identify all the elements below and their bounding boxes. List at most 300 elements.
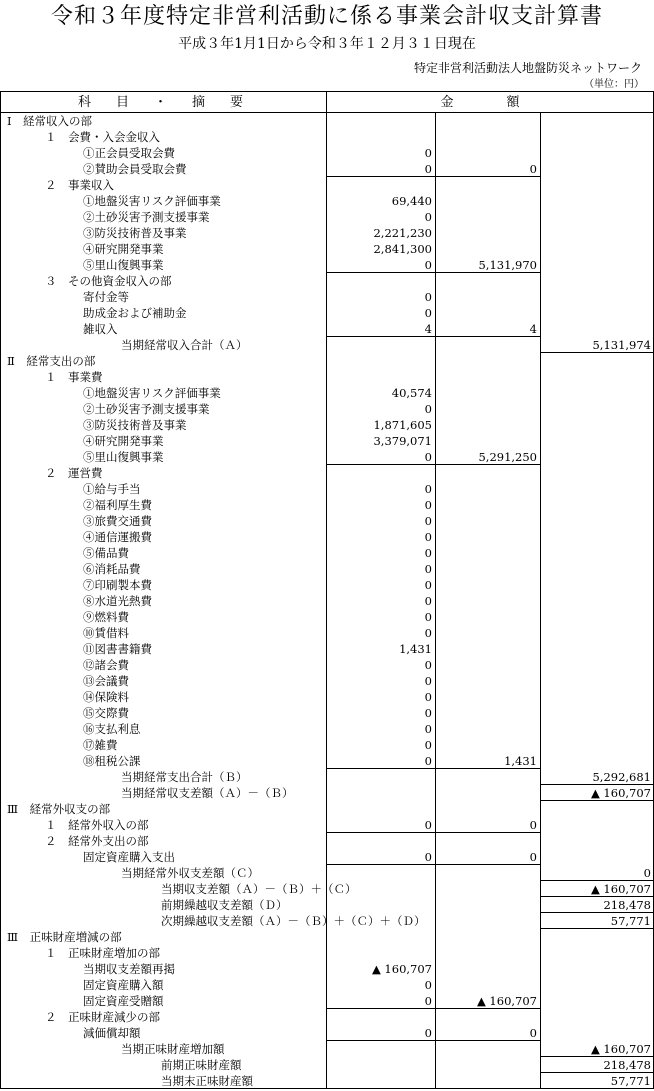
amount-c1: [327, 929, 436, 945]
amount-c2: 0: [436, 1025, 541, 1041]
amount-c1: 0: [327, 481, 436, 497]
row-label: 当期経常外収支差額（Ｃ）: [0, 865, 327, 881]
amount-c2: [436, 353, 541, 369]
row-label: ③防災技術普及事業: [0, 417, 327, 433]
table-row: [0, 961, 654, 977]
amount-c1: 0: [327, 609, 436, 625]
row-label: 寄付金等: [0, 289, 327, 305]
amount-c3: [541, 753, 654, 769]
amount-c2: [436, 977, 541, 993]
table-row: [0, 465, 654, 481]
amount-c3: [541, 177, 654, 193]
amount-c1: 2,841,300: [327, 241, 436, 257]
amount-c1: 0: [327, 161, 436, 177]
amount-c1: 0: [327, 497, 436, 513]
amount-c1: 0: [327, 513, 436, 529]
amount-c3: [541, 513, 654, 529]
amount-c3: [541, 145, 654, 161]
row-label: ④研究開発事業: [0, 433, 327, 449]
row-label: ⑧水道光熱費: [0, 593, 327, 609]
unit-label: （単位：円）: [584, 79, 644, 90]
amount-c2: [436, 529, 541, 545]
amount-c3: [541, 241, 654, 257]
row-label: ２ 事業収入: [0, 177, 327, 193]
amount-c3: [541, 545, 654, 561]
table-body: [0, 113, 654, 1089]
amount-c2: [436, 769, 541, 785]
amount-c3: 57,771: [541, 913, 654, 929]
amount-c2: [436, 289, 541, 305]
amount-c2: [436, 577, 541, 593]
table-row: [0, 145, 654, 161]
table-row: [0, 481, 654, 497]
table-row: [0, 337, 654, 353]
row-label: 当期経常収入合計（Ａ）: [0, 337, 327, 353]
amount-c3: [541, 481, 654, 497]
row-label: ②土砂災害予測支援事業: [0, 401, 327, 417]
row-label: Ⅱ 経常支出の部: [0, 353, 327, 369]
row-label: ⑦印刷製本費: [0, 577, 327, 593]
table-row: [0, 1025, 654, 1041]
amount-c1: 2,221,230: [327, 225, 436, 241]
table-row: [0, 657, 654, 673]
table-row: [0, 721, 654, 737]
amount-c2: [436, 129, 541, 145]
row-label: ⑤里山復興事業: [0, 257, 327, 273]
amount-c2: [436, 113, 541, 129]
table-row: [0, 177, 654, 193]
amount-c2: [436, 209, 541, 225]
amount-c2: [436, 881, 541, 897]
table-row: [0, 593, 654, 609]
amount-c3: [541, 449, 654, 465]
table-row: [0, 225, 654, 241]
amount-c3: [541, 801, 654, 817]
row-label: ⑭保険料: [0, 689, 327, 705]
row-label: 当期経常収支差額（Ａ）－（Ｂ）: [0, 785, 327, 801]
row-label: ①正会員受取会費: [0, 145, 327, 161]
amount-c2: [436, 465, 541, 481]
table-row: [0, 257, 654, 273]
amount-c2: [436, 705, 541, 721]
amount-c2: [436, 865, 541, 881]
amount-c2: [436, 177, 541, 193]
row-label: 当期経常支出合計（Ｂ）: [0, 769, 327, 785]
amount-c2: [436, 401, 541, 417]
amount-c3: [541, 609, 654, 625]
amount-c2: [436, 785, 541, 801]
amount-c2: [436, 913, 541, 929]
amount-c2: [436, 385, 541, 401]
amount-c2: [436, 1009, 541, 1025]
row-label: ２ 運営費: [0, 465, 327, 481]
amount-c3: [541, 417, 654, 433]
amount-c2: [436, 481, 541, 497]
amount-c2: [436, 1073, 541, 1089]
amount-c2: [436, 945, 541, 961]
amount-c2: 5,291,250: [436, 449, 541, 465]
table-row: [0, 913, 654, 929]
row-label: ⑯支払利息: [0, 721, 327, 737]
amount-c3: [541, 401, 654, 417]
amount-c1: [327, 369, 436, 385]
table-row: [0, 353, 654, 369]
amount-c1: [327, 353, 436, 369]
row-label: ⑪図書書籍費: [0, 641, 327, 657]
amount-c3: [541, 737, 654, 753]
amount-c3: [541, 705, 654, 721]
row-label: ①給与手当: [0, 481, 327, 497]
amount-c1: 69,440: [327, 193, 436, 209]
amount-c1: 0: [327, 625, 436, 641]
table-row: [0, 161, 654, 177]
row-label: 当期正味財産増加額: [0, 1041, 327, 1057]
row-label: ２ 正味財産減少の部: [0, 1009, 327, 1025]
amount-c3: [541, 849, 654, 865]
amount-c2: [436, 689, 541, 705]
table-row: [0, 625, 654, 641]
row-label: ⑰雑費: [0, 737, 327, 753]
amount-c2: [436, 193, 541, 209]
amount-c3: [541, 289, 654, 305]
amount-c2: [436, 305, 541, 321]
amount-c3: [541, 945, 654, 961]
amount-c1: [327, 273, 436, 289]
table-header: [0, 91, 654, 113]
header-amount: 金 額: [327, 92, 654, 112]
row-label: ③旅費交通費: [0, 513, 327, 529]
amount-c1: [327, 113, 436, 129]
row-label: 次期繰越収支差額（Ａ）－（Ｂ）＋（Ｃ）＋（Ｄ）: [0, 913, 327, 929]
amount-c3: [541, 1025, 654, 1041]
row-label: 前期繰越収支差額（Ｄ）: [0, 897, 327, 913]
table-row: [0, 433, 654, 449]
table-row: [0, 641, 654, 657]
row-label: Ⅰ 経常収入の部: [0, 113, 327, 129]
table-row: [0, 817, 654, 833]
amount-c1: 1,431: [327, 641, 436, 657]
amount-c2: 5,131,970: [436, 257, 541, 273]
page-title: 令和３年度特定非営利活動に係る事業会計収支計算書: [50, 4, 603, 29]
amount-c1: 40,574: [327, 385, 436, 401]
table-row: [0, 753, 654, 769]
table-row: [0, 129, 654, 145]
amount-c1: 0: [327, 673, 436, 689]
amount-c1: 0: [327, 305, 436, 321]
amount-c3: [541, 689, 654, 705]
row-label: ⑤里山復興事業: [0, 449, 327, 465]
amount-c1: 0: [327, 657, 436, 673]
amount-c3: [541, 929, 654, 945]
row-label: Ⅲ 正味財産増減の部: [0, 929, 327, 945]
table-row: [0, 1041, 654, 1057]
amount-c1: [327, 1009, 436, 1025]
row-label: 固定資産受贈額: [0, 993, 327, 1009]
amount-c2: [436, 625, 541, 641]
table-row: [0, 929, 654, 945]
amount-c3: 218,478: [541, 1057, 654, 1073]
amount-c2: [436, 657, 541, 673]
header-item: 科 目 ・ 摘 要: [0, 92, 327, 112]
amount-c2: [436, 593, 541, 609]
amount-c1: 0: [327, 577, 436, 593]
amount-c3: [541, 817, 654, 833]
amount-c2: [436, 721, 541, 737]
row-label: ②土砂災害予測支援事業: [0, 209, 327, 225]
table-row: [0, 881, 654, 897]
amount-c2: 0: [436, 849, 541, 865]
row-label: ①地盤災害リスク評価事業: [0, 385, 327, 401]
table-row: [0, 289, 654, 305]
amount-c2: [436, 801, 541, 817]
amount-c3: [541, 129, 654, 145]
amount-c1: 0: [327, 993, 436, 1009]
table-row: [0, 1009, 654, 1025]
amount-c1: [327, 337, 436, 353]
table-row: [0, 673, 654, 689]
amount-c1: [327, 1057, 436, 1073]
row-label: ②福利厚生費: [0, 497, 327, 513]
amount-c1: [327, 945, 436, 961]
row-label: ⑬会議費: [0, 673, 327, 689]
amount-c3: [541, 721, 654, 737]
table-row: [0, 417, 654, 433]
table-row: [0, 401, 654, 417]
amount-c1: [327, 801, 436, 817]
table-row: [0, 113, 654, 129]
table-row: [0, 737, 654, 753]
amount-c3: [541, 529, 654, 545]
amount-c3: ▲ 160,707: [541, 881, 654, 897]
amount-c1: 0: [327, 721, 436, 737]
amount-c2: [436, 929, 541, 945]
amount-c1: ▲ 160,707: [327, 961, 436, 977]
amount-c2: [436, 961, 541, 977]
amount-c2: [436, 737, 541, 753]
table-row: [0, 785, 654, 801]
amount-c3: [541, 433, 654, 449]
amount-c1: [327, 1041, 436, 1057]
amount-c1: [327, 913, 436, 929]
amount-c3: [541, 113, 654, 129]
amount-c1: 0: [327, 737, 436, 753]
amount-c3: [541, 305, 654, 321]
table-row: [0, 193, 654, 209]
row-label: ①地盤災害リスク評価事業: [0, 193, 327, 209]
table-row: [0, 305, 654, 321]
row-label: ④通信運搬費: [0, 529, 327, 545]
amount-c3: [541, 465, 654, 481]
table-row: [0, 1073, 654, 1089]
amount-c1: 0: [327, 817, 436, 833]
table-row: [0, 497, 654, 513]
table-row: [0, 1057, 654, 1073]
table-row: [0, 513, 654, 529]
amount-c2: [436, 1041, 541, 1057]
amount-c1: 0: [327, 145, 436, 161]
amount-c2: 0: [436, 817, 541, 833]
amount-c1: 0: [327, 257, 436, 273]
row-label: 減価償却額: [0, 1025, 327, 1041]
row-label: ⑤備品費: [0, 545, 327, 561]
table-row: [0, 241, 654, 257]
amount-c3: [541, 209, 654, 225]
amount-c2: [436, 273, 541, 289]
table-row: [0, 897, 654, 913]
row-label: 当期末正味財産額: [0, 1073, 327, 1089]
amount-c2: [436, 897, 541, 913]
amount-c1: [327, 865, 436, 881]
amount-c1: 0: [327, 689, 436, 705]
table-row: [0, 545, 654, 561]
table-row: [0, 209, 654, 225]
amount-c3: [541, 321, 654, 337]
row-label: １ 経常外収入の部: [0, 817, 327, 833]
amount-c1: 0: [327, 449, 436, 465]
organization-name: 特定非営利活動法人地盤防災ネットワーク: [413, 61, 642, 75]
amount-c3: ▲ 160,707: [541, 785, 654, 801]
amount-c2: ▲ 160,707: [436, 993, 541, 1009]
table-row: [0, 561, 654, 577]
amount-c1: 1,871,605: [327, 417, 436, 433]
amount-c2: [436, 1057, 541, 1073]
amount-c3: [541, 993, 654, 1009]
amount-c2: [436, 241, 541, 257]
amount-c1: [327, 465, 436, 481]
amount-c1: 0: [327, 529, 436, 545]
table-row: [0, 273, 654, 289]
amount-c1: 0: [327, 209, 436, 225]
row-label: ②賛助会員受取会費: [0, 161, 327, 177]
amount-c3: [541, 1009, 654, 1025]
table-row: [0, 321, 654, 337]
amount-c3: 57,771: [541, 1073, 654, 1089]
table-row: [0, 769, 654, 785]
amount-c3: [541, 673, 654, 689]
amount-c3: 5,292,681: [541, 769, 654, 785]
amount-c1: [327, 177, 436, 193]
row-label: ⑱租税公課: [0, 753, 327, 769]
row-label: 固定資産購入額: [0, 977, 327, 993]
table-row: [0, 993, 654, 1009]
row-label: ２ 経常外支出の部: [0, 833, 327, 849]
amount-c2: [436, 673, 541, 689]
amount-c3: [541, 353, 654, 369]
amount-c2: [436, 369, 541, 385]
amount-c3: [541, 369, 654, 385]
amount-c1: [327, 129, 436, 145]
row-label: 固定資産購入支出: [0, 849, 327, 865]
amount-c2: [436, 433, 541, 449]
amount-c1: 0: [327, 561, 436, 577]
table-row: [0, 865, 654, 881]
amount-c3: [541, 657, 654, 673]
amount-c1: [327, 881, 436, 897]
table-row: [0, 385, 654, 401]
amount-c3: [541, 577, 654, 593]
table-row: [0, 609, 654, 625]
row-label: ④研究開発事業: [0, 241, 327, 257]
amount-c3: [541, 161, 654, 177]
amount-c1: 0: [327, 753, 436, 769]
amount-c3: [541, 561, 654, 577]
amount-c1: 0: [327, 849, 436, 865]
row-label: 助成金および補助金: [0, 305, 327, 321]
table-row: [0, 945, 654, 961]
row-label: 当期収支差額再掲: [0, 961, 327, 977]
amount-c3: ▲ 160,707: [541, 1041, 654, 1057]
amount-c2: 1,431: [436, 753, 541, 769]
table-row: [0, 833, 654, 849]
amount-c1: 0: [327, 401, 436, 417]
period-subtitle: 平成３年1月1日から令和３年１２月３１日現在: [178, 36, 476, 52]
row-label: 前期正味財産額: [0, 1057, 327, 1073]
amount-c3: [541, 961, 654, 977]
amount-c2: [436, 497, 541, 513]
amount-c2: [436, 641, 541, 657]
row-label: ⑥消耗品費: [0, 561, 327, 577]
amount-c3: 5,131,974: [541, 337, 654, 353]
amount-c1: 0: [327, 593, 436, 609]
table-row: [0, 369, 654, 385]
amount-c3: [541, 977, 654, 993]
row-label: 雑収入: [0, 321, 327, 337]
row-label: １ 正味財産増加の部: [0, 945, 327, 961]
amount-c1: [327, 769, 436, 785]
amount-c1: 0: [327, 1025, 436, 1041]
amount-c3: [541, 641, 654, 657]
amount-c2: [436, 609, 541, 625]
row-label: 当期収支差額（Ａ）－（Ｂ）＋（Ｃ）: [0, 881, 327, 897]
table-row: [0, 705, 654, 721]
amount-c2: [436, 513, 541, 529]
amount-c1: 0: [327, 545, 436, 561]
amount-c1: [327, 1073, 436, 1089]
amount-c3: [541, 625, 654, 641]
amount-c2: [436, 545, 541, 561]
amount-c3: [541, 593, 654, 609]
amount-c2: [436, 145, 541, 161]
table-row: [0, 577, 654, 593]
amount-c3: [541, 833, 654, 849]
amount-c2: 0: [436, 161, 541, 177]
amount-c3: [541, 273, 654, 289]
amount-c3: 218,478: [541, 897, 654, 913]
table-row: [0, 849, 654, 865]
amount-c2: [436, 417, 541, 433]
amount-c1: [327, 785, 436, 801]
table-row: [0, 977, 654, 993]
row-label: ③防災技術普及事業: [0, 225, 327, 241]
amount-c2: [436, 833, 541, 849]
row-label: ３ その他資金収入の部: [0, 273, 327, 289]
amount-c1: [327, 897, 436, 913]
amount-c3: 0: [541, 865, 654, 881]
row-label: １ 事業費: [0, 369, 327, 385]
amount-c1: 3,379,071: [327, 433, 436, 449]
amount-c2: [436, 337, 541, 353]
amount-c1: [327, 833, 436, 849]
amount-c3: [541, 225, 654, 241]
amount-c2: [436, 225, 541, 241]
table-row: [0, 801, 654, 817]
row-label: ⑨燃料費: [0, 609, 327, 625]
amount-c3: [541, 385, 654, 401]
row-label: ⑮交際費: [0, 705, 327, 721]
row-label: ⑩賃借料: [0, 625, 327, 641]
amount-c1: 4: [327, 321, 436, 337]
table-row: [0, 689, 654, 705]
